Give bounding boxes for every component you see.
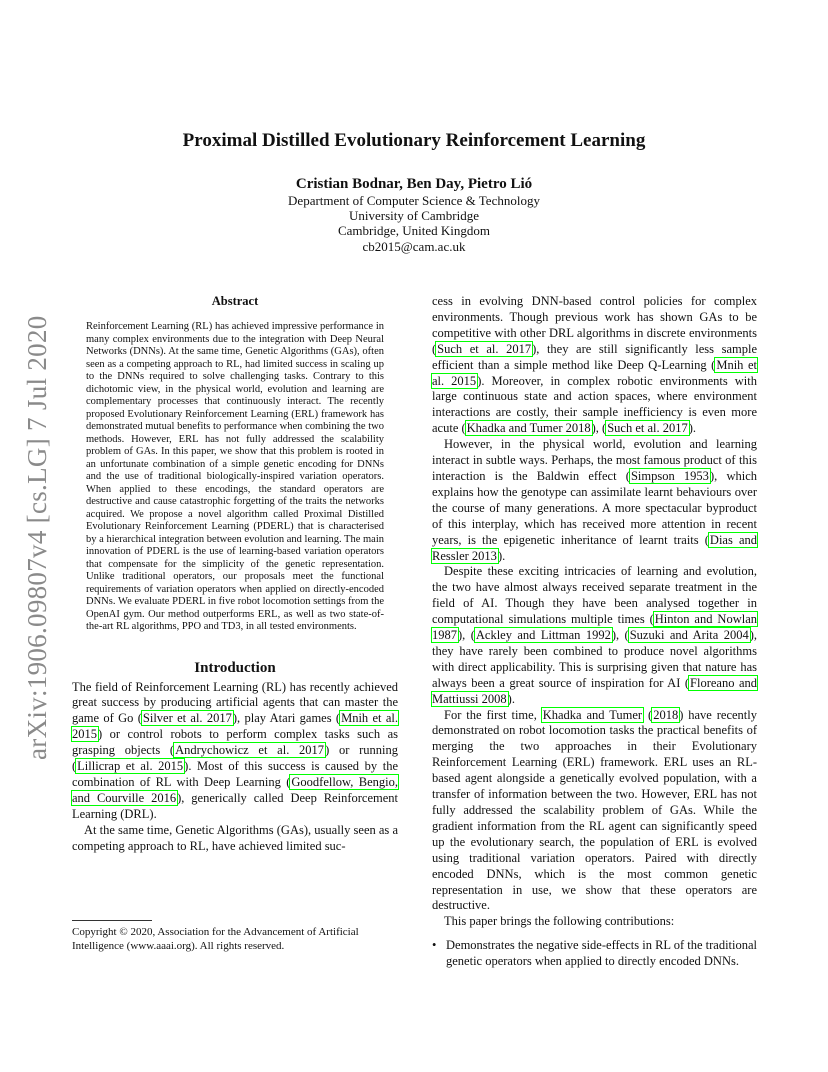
citation-link[interactable]: Such et al. 2017	[437, 341, 532, 356]
right-paragraph-4	[432, 708, 757, 915]
introduction-heading: Introduction	[194, 659, 276, 676]
citation-link[interactable]: Mnih et al. 2015	[72, 711, 398, 742]
abstract-heading: Abstract	[211, 294, 259, 308]
body-text: However, in the physical world, evolution and learning interact in subtle ways. Perhaps, the most famous product of this interaction is the Baldwin effect (	[432, 437, 757, 483]
author-email[interactable]: cb2015@cam.ac.uk	[362, 238, 466, 254]
paper-title: Proximal Distilled Evolutionary Reinforcement Learning	[182, 130, 646, 151]
list-item-text: Demonstrates the negative side-effects in RL of the traditional genetic operators when applied to directly encoded DNNs.	[446, 938, 758, 969]
citation-link[interactable]: Silver et al. 2017	[142, 711, 232, 726]
body-text: ), they have rarely been combined to produce novel algorithms with direct applicability. This is surprising given that nature has always been a great source of inspiration for AI (	[432, 628, 758, 690]
citation-link[interactable]: Suzuki and Arita 2004	[629, 628, 749, 643]
right-column	[432, 294, 757, 970]
body-text: Despite these exciting intricacies of learning and evolution, the two have almost always received separate treatment in the field of AI. Though they have been analysed together in computational simulations multiple times (	[432, 564, 757, 627]
affiliation-department: Department of Computer Science & Technology	[288, 193, 540, 208]
intro-text: The field of Reinforcement Learning (RL) has recently achieved great success by producing artificial agents that can master the game of Go (	[72, 679, 398, 726]
author-list: Cristian Bodnar, Ben Day, Pietro Lió	[295, 176, 533, 192]
body-text: ).	[507, 691, 515, 706]
body-text: ), which explains how the genotype can assimilate learnt behaviours over the course of many generations. A more spectacular byproduct of this interplay, which has received more attention in recent years, is the epigenetic inheritance of learnt traits (	[432, 468, 758, 547]
intro-paragraph-2: At the same time, Genetic Algorithms (GAs), usually seen as a competing approach to RL, have achieved limited suc-	[72, 822, 398, 853]
body-text: ), (	[458, 628, 475, 643]
citation-link[interactable]: Simpson 1953	[630, 468, 709, 483]
citation-link[interactable]: Goodfellow, Bengio, and Courville 2016	[72, 774, 398, 805]
body-text: ). Moreover, in complex robotic environments with large continuous state and action spaces, where environment interactions are costly, their sample inefficiency is even more acute (	[432, 373, 757, 436]
bullet-icon: •	[432, 938, 437, 953]
body-text: For the first time,	[444, 707, 542, 722]
right-paragraph-2	[432, 437, 757, 564]
intro-text: ), generically called Deep Reinforcement Learning (DRL).	[72, 790, 398, 821]
body-text: ), (	[611, 628, 629, 643]
body-text: ).	[497, 548, 506, 563]
citation-link[interactable]: Lillicrap et al. 2015	[77, 759, 184, 774]
right-paragraph-5: This paper brings the following contributions:	[444, 914, 675, 929]
citation-link[interactable]: Khadka and Tumer	[542, 707, 643, 722]
right-paragraph-1	[432, 294, 757, 437]
intro-paragraph-1	[72, 680, 398, 823]
body-text: ).	[688, 421, 697, 436]
body-text: cess in evolving DNN-based control policies for complex environments. Though previous work has shown GAs to be competitive with other DRL algorithms in discrete environments (	[432, 294, 757, 356]
contributions-list	[432, 938, 757, 970]
left-column	[72, 294, 398, 854]
affiliation-block	[0, 193, 828, 254]
body-text: (	[643, 707, 653, 722]
citation-link[interactable]: Dias and Ressler 2013	[432, 532, 757, 563]
arxiv-identifier: arXiv:1906.09807v4 [cs.LG] 7 Jul 2020	[22, 315, 52, 760]
body-text: ), (	[591, 421, 607, 436]
citation-link[interactable]: Ackley and Littman 1992	[475, 628, 611, 643]
footnote-divider	[72, 920, 152, 921]
intro-text: ) or running (	[72, 743, 398, 774]
citation-link[interactable]: 2018	[653, 707, 679, 722]
citation-link[interactable]: Khadka and Tumer 2018	[466, 421, 591, 436]
citation-link[interactable]: Mnih et al. 2015	[432, 357, 757, 388]
body-text: ) have recently demonstrated on robot locomotion tasks the practical benefits of merging the two approaches in their Evolutionary Reinforcement Learning (ERL) framework. ERL uses an RL-based agent alongside a genetically evolved population, with a transfer of information between the two. However, ERL has not fully addressed the scalability problem of GAs. While the gradient information from the RL agent can significantly speed up the evolutionary search, the population of ERL is evolved using traditional variation operators. Paired with directly encoded DNNs, which is the most common genetic representation in use, we show that these operators are destructive.	[432, 707, 758, 913]
intro-text: ). Most of this success is caused by the combination of RL with Deep Learning (	[72, 759, 399, 789]
affiliation-location: Cambridge, United Kingdom	[337, 223, 490, 239]
affiliation-university: University of Cambridge	[349, 208, 479, 224]
citation-link[interactable]: Floreano and Mattiussi 2008	[432, 675, 758, 706]
copyright-footnote: Copyright © 2020, Association for the Advancement of Artificial Intelligence (www.aaai.org). All rights reserved.	[72, 926, 359, 952]
right-paragraph-3	[432, 564, 757, 707]
abstract-text: Reinforcement Learning (RL) has achieved impressive performance in many complex environments due to the integration with Deep Neural Networks (DNNs). At the same time, Genetic Algorithms (GAs), often seen as a competing approach to RL, had limited success in scaling up to the DNNs required to solve challenging tasks. Contrary to this dichotomic view, in the physical world, evolution and learning are complementary processes that continuously interact. The recently proposed Evolutionary Reinforcement Learning (ERL) framework has demonstrated mutual benefits to performance when combining the two methods. However, ERL has not fully addressed the scalability problem of GAs. In this paper, we show that this problem is rooted in an unfortunate combination of a simple genetic encoding for DNNs and the use of traditional biologically-inspired variation operators. When applied to these encodings, the standard operators are destructive and cause catastrophic forgetting of the traits the networks acquired. We propose a novel algorithm called Proximal Distilled Evolutionary Reinforcement Learning (PDERL) that is characterised by a hierarchical integration between evolution and learning. The main innovation of PDERL is the use of learning-based variation operators that compensate for the simplicity of the genetic representation. Unlike traditional operators, our proposals meet the functional requirements of variation operators when applied on directly-encoded DNNs. We evaluate PDERL in five robot locomotion settings from the OpenAI gym. Our method outperforms ERL, as well as two state-of-the-art RL algorithms, PPO and TD3, in all tested environments.	[86, 321, 384, 632]
list-item	[432, 938, 757, 970]
citation-link[interactable]: Hinton and Nowlan 1987	[432, 612, 757, 643]
citation-link[interactable]: Such et al. 2017	[607, 421, 688, 436]
citation-link[interactable]: Andrychowicz et al. 2017	[175, 743, 325, 758]
body-text: ), they are still significantly less sample efficient than a simple method like Deep Q-Learning (	[432, 341, 758, 372]
intro-text: ) or control robots to perform complex tasks such as grasping objects (	[72, 727, 398, 758]
intro-text: ), play Atari games (	[232, 711, 341, 726]
